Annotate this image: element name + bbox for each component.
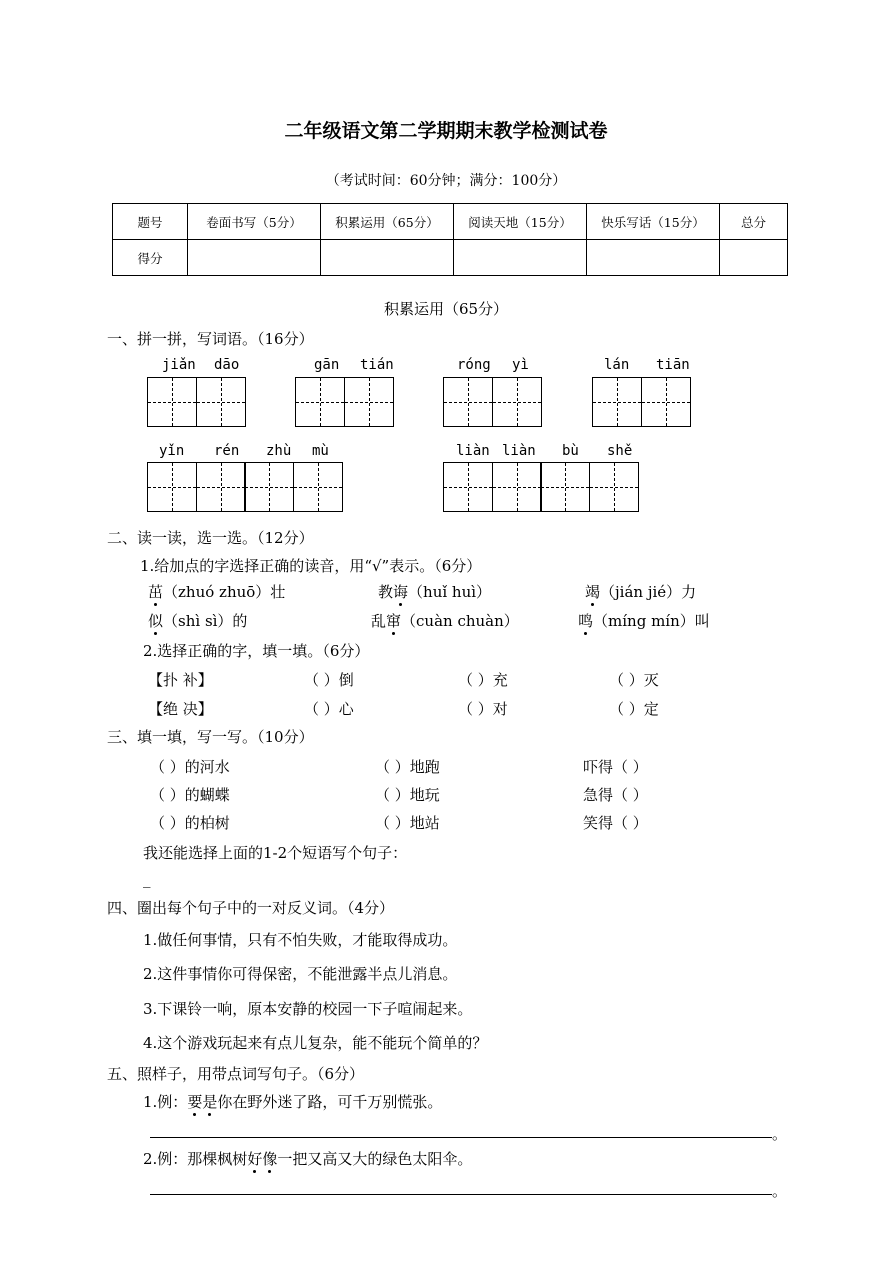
pronunciation-options[interactable]: （cuàn chuàn）	[401, 612, 519, 630]
example-sentence-1	[143, 1091, 442, 1112]
antonym-sentence[interactable]: 2.这件事情你可得保密，不能泄露半点儿消息。	[143, 965, 458, 983]
pinyin: dāo	[214, 357, 240, 373]
writing-cell[interactable]	[443, 377, 493, 427]
fill-blank[interactable]: （ ）地站	[375, 814, 440, 832]
dotted-char: 要	[187, 1093, 203, 1111]
score-table	[112, 203, 788, 276]
fill-blank[interactable]: 吓得（ ）	[583, 758, 648, 776]
pinyin: shě	[607, 443, 633, 459]
period-mark: 。	[772, 1125, 788, 1143]
answer-line[interactable]	[150, 1194, 772, 1195]
table-header-cell: 题号	[113, 204, 188, 240]
pinyin: liàn	[502, 443, 536, 459]
exam-info: （考试时间：60分钟；满分：100分）	[325, 173, 567, 189]
writing-cell[interactable]	[344, 377, 394, 427]
question-2-2-instructions: 2.选择正确的字，填一填。（6分）	[143, 642, 370, 660]
answer-line[interactable]	[150, 1137, 772, 1138]
pronunciation-options[interactable]: （shì sì）的	[163, 612, 248, 630]
pinyin: zhù	[266, 443, 292, 459]
sentence-answer-blank[interactable]: _	[143, 870, 151, 888]
writing-cell[interactable]	[244, 462, 294, 512]
dotted-char: 是	[202, 1093, 218, 1111]
fill-blank[interactable]: （ ）的柏树	[150, 814, 230, 832]
fill-blank[interactable]: （ ）的蝴蝶	[150, 786, 230, 804]
table-header-cell: 总分	[720, 204, 788, 240]
fill-blank[interactable]: （ ）地玩	[375, 786, 440, 804]
score-input-cell[interactable]	[720, 240, 788, 276]
dotted-char: 鸣	[578, 612, 594, 630]
writing-cell[interactable]	[492, 462, 542, 512]
writing-grid	[592, 377, 691, 427]
example-sentence-2	[143, 1148, 472, 1169]
pinyin: liàn	[456, 443, 490, 459]
writing-cell[interactable]	[592, 377, 642, 427]
writing-cell[interactable]	[293, 462, 343, 512]
pronunciation-item	[578, 610, 710, 631]
writing-cell[interactable]	[641, 377, 691, 427]
pinyin: yì	[512, 357, 529, 373]
pronunciation-options[interactable]: （míng mín）叫	[593, 612, 710, 630]
char-choice-label: 【绝 决】	[148, 700, 213, 718]
pinyin: tián	[360, 357, 394, 373]
antonym-sentence[interactable]: 1.做任何事情，只有不怕失败，才能取得成功。	[143, 931, 458, 949]
char-choice-label: 【扑 补】	[148, 671, 213, 689]
page-title: 二年级语文第二学期期末教学检测试卷	[284, 120, 608, 142]
pronunciation-options[interactable]: （huǐ huì）	[408, 583, 492, 601]
score-row-label: 得分	[113, 240, 188, 276]
pinyin: rén	[214, 443, 240, 459]
writing-cell[interactable]	[540, 462, 590, 512]
writing-cell[interactable]	[196, 377, 246, 427]
table-header-cell: 快乐写话（15分）	[587, 204, 720, 240]
pinyin: mù	[312, 443, 329, 459]
pinyin: róng	[457, 357, 491, 373]
writing-cell[interactable]	[443, 462, 493, 512]
pinyin: yǐn	[159, 443, 185, 459]
fill-blank[interactable]: （ ）灭	[609, 671, 659, 689]
fill-blank[interactable]: 笑得（ ）	[583, 814, 648, 832]
fill-blank[interactable]: （ ）充	[458, 671, 508, 689]
writing-cell[interactable]	[196, 462, 246, 512]
table-header-cell: 积累运用（65分）	[321, 204, 454, 240]
fill-blank[interactable]: （ ）地跑	[375, 758, 440, 776]
table-header-cell: 卷面书写（5分）	[188, 204, 321, 240]
fill-blank[interactable]: （ ）心	[304, 700, 354, 718]
writing-cell[interactable]	[492, 377, 542, 427]
writing-cell[interactable]	[589, 462, 639, 512]
fill-blank[interactable]: （ ）倒	[304, 671, 354, 689]
dotted-char: 茁	[148, 583, 164, 601]
question-4-title: 四、圈出每个句子中的一对反义词。（4分）	[107, 899, 395, 917]
example-prefix: 2.例：那棵枫树	[143, 1150, 248, 1168]
writing-grid	[443, 377, 542, 427]
score-input-cell[interactable]	[321, 240, 454, 276]
writing-grid	[443, 462, 639, 512]
fill-blank[interactable]: 急得（ ）	[583, 786, 648, 804]
dotted-char: 像	[262, 1150, 278, 1168]
writing-cell[interactable]	[147, 462, 197, 512]
example-prefix: 1.例：	[143, 1093, 188, 1111]
writing-grid	[147, 462, 343, 512]
antonym-sentence[interactable]: 3.下课铃一响，原本安静的校园一下子喧闹起来。	[143, 1000, 473, 1018]
pinyin: lán	[604, 357, 630, 373]
plain-char: 教	[378, 583, 394, 601]
question-2-title: 二、读一读，选一选。（12分）	[107, 529, 314, 547]
dotted-char: 窜	[386, 612, 402, 630]
score-input-cell[interactable]	[188, 240, 321, 276]
dotted-char: 好	[247, 1150, 263, 1168]
pinyin: gān	[314, 357, 340, 373]
pronunciation-item	[378, 581, 491, 602]
pinyin: bù	[562, 443, 579, 459]
pronunciation-options[interactable]: （zhuó zhuō）壮	[163, 583, 286, 601]
period-mark: 。	[772, 1182, 788, 1200]
score-table-header-row	[113, 204, 788, 240]
pronunciation-options[interactable]: （jián jié）力	[600, 583, 697, 601]
fill-blank[interactable]: （ ）的河水	[150, 758, 230, 776]
dotted-char: 似	[148, 612, 164, 630]
pronunciation-item	[148, 610, 247, 631]
writing-cell[interactable]	[295, 377, 345, 427]
writing-grid	[295, 377, 394, 427]
table-header-cell: 阅读天地（15分）	[454, 204, 587, 240]
pronunciation-item	[371, 610, 519, 631]
question-5-title: 五、照样子，用带点词写句子。（6分）	[107, 1065, 365, 1083]
pronunciation-item	[148, 581, 285, 602]
score-input-cell[interactable]	[454, 240, 587, 276]
score-table-score-row	[113, 240, 788, 276]
writing-cell[interactable]	[147, 377, 197, 427]
pinyin: jiǎn	[162, 357, 196, 373]
antonym-sentence[interactable]: 4.这个游戏玩起来有点儿复杂，能不能玩个简单的？	[143, 1034, 488, 1052]
plain-char: 乱	[371, 612, 387, 630]
question-3-title: 三、填一填，写一写。（10分）	[107, 728, 314, 746]
dotted-char: 竭	[585, 583, 601, 601]
sentence-prompt: 我还能选择上面的1-2个短语写个句子：	[143, 844, 408, 862]
question-1-title: 一、拼一拼，写词语。（16分）	[107, 330, 314, 348]
fill-blank[interactable]: （ ）定	[609, 700, 659, 718]
example-rest: 一把又高又大的绿色太阳伞。	[277, 1150, 473, 1168]
fill-blank[interactable]: （ ）对	[458, 700, 508, 718]
section-title: 积累运用（65分）	[383, 300, 509, 318]
pinyin: tiān	[656, 357, 690, 373]
writing-grid	[147, 377, 246, 427]
question-2-1-instructions: 1.给加点的字选择正确的读音，用“√”表示。（6分）	[140, 557, 482, 575]
dotted-char: 诲	[393, 583, 409, 601]
example-rest: 你在野外迷了路，可千万别慌张。	[217, 1093, 443, 1111]
pronunciation-item	[585, 581, 696, 602]
score-input-cell[interactable]	[587, 240, 720, 276]
